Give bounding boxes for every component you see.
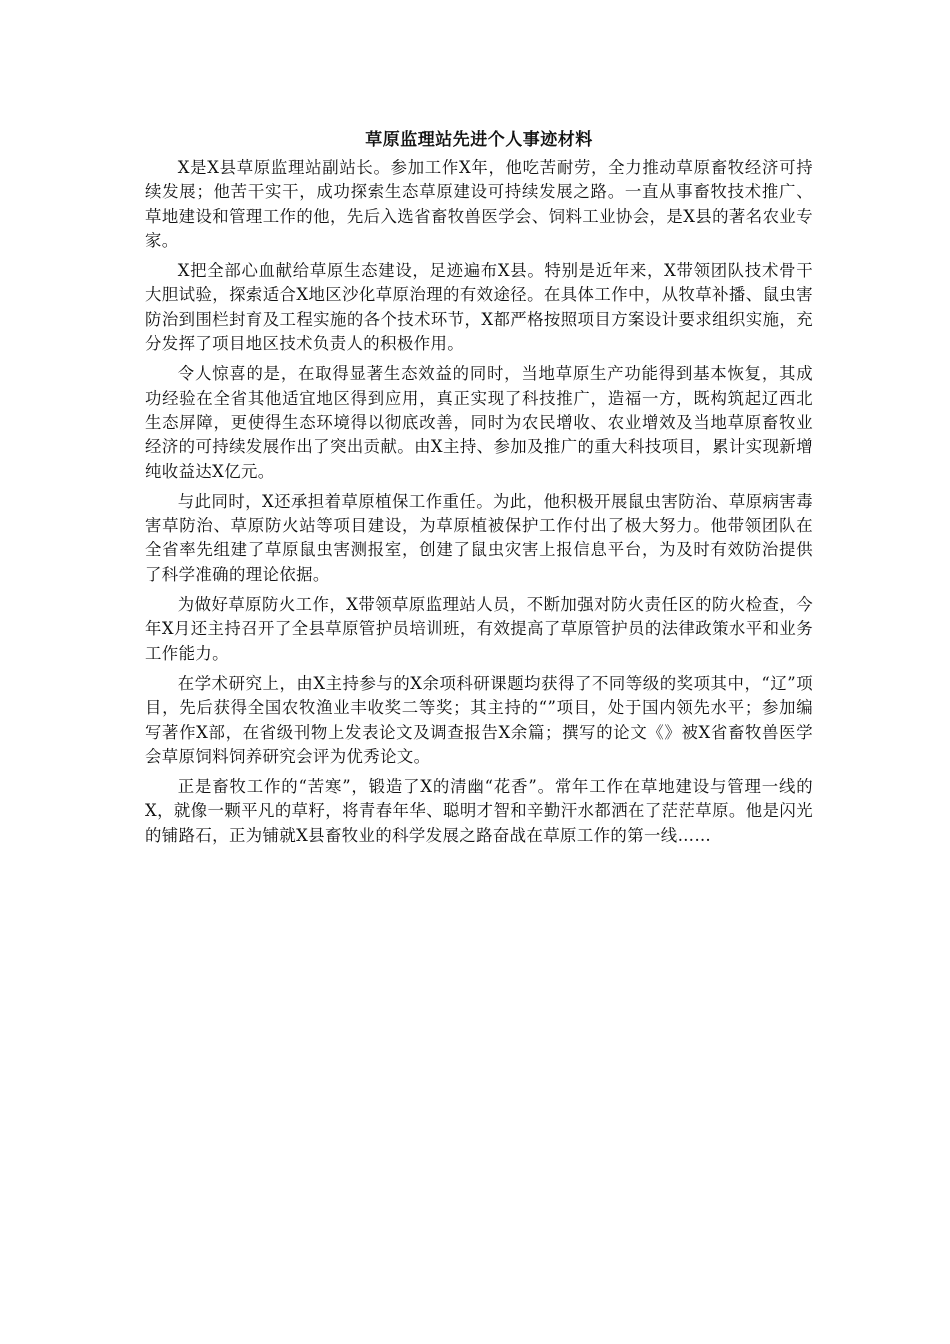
document-title: 草原监理站先进个人事迹材料: [365, 130, 593, 150]
paragraph-5: 为做好草原防火工作，X带领草原监理站人员，不断加强对防火责任区的防火检查，今年X月还主持召开了全县草原管护员培训班，有效提高了草原管护员的法律政策水平和业务工作能力。: [145, 595, 813, 663]
paragraph-4: 与此同时，X还承担着草原植保工作重任。为此，他积极开展鼠虫害防治、草原病害毒害草防治、草原防火站等项目建设，为草原植被保护工作付出了极大努力。他带领团队在全省率先组建了草原鼠虫害测报室，创建了鼠虫灾害上报信息平台，为及时有效防治提供了科学准确的理论依据。: [145, 491, 813, 584]
paragraph-1: X是X县草原监理站副站长。参加工作X年，他吃苦耐劳，全力推动草原畜牧经济可持续发展；他苦干实干，成功探索生态草原建设可持续发展之路。一直从事畜牧技术推广、草地建设和管理工作的他，先后入选省畜牧兽医学会、饲料工业协会，是X县的著名农业专家。: [145, 158, 813, 250]
paragraph-2: X把全部心血献给草原生态建设，足迹遍布X县。特别是近年来，X带领团队技术骨干大胆试验，探索适合X地区沙化草原治理的有效途径。在具体工作中，从牧草补播、鼠虫害防治到围栏封育及工程实施的各个技术环节，X都严格按照项目方案设计要求组织实施，充分发挥了项目地区技术负责人的积极作用。: [145, 261, 813, 354]
document-body: [145, 128, 813, 854]
paragraph-6: 在学术研究上，由X主持参与的X余项科研课题均获得了不同等级的奖项其中，“辽”项目，先后获得全国农牧渔业丰收奖二等奖；其主持的“”项目，处于国内领先水平；参加编写著作X部，在省级刊物上发表论文及调查报告X余篇；撰写的论文《》被X省畜牧兽医学会草原饲料饲养研究会评为优秀论文。: [145, 673, 813, 766]
paragraph-3: 令人惊喜的是，在取得显著生态效益的同时，当地草原生产功能得到基本恢复，其成功经验在全省其他适宜地区得到应用，真正实现了科技推广，造福一方，既构筑起辽西北生态屏障，更使得生态环境得以彻底改善，同时为农民增收、农业增效及当地草原畜牧业经济的可持续发展作出了突出贡献。由X主持、参加及推广的重大科技项目，累计实现新增纯收益达X亿元。: [145, 364, 813, 481]
paragraph-7: 正是畜牧工作的“苦寒”，锻造了X的清幽“花香”。常年工作在草地建设与管理一线的X，就像一颗平凡的草籽，将青春年华、聪明才智和辛勤汗水都洒在了茫茫草原。他是闪光的铺路石，正为铺就X县畜牧业的科学发展之路奋战在草原工作的第一线……: [145, 777, 813, 845]
